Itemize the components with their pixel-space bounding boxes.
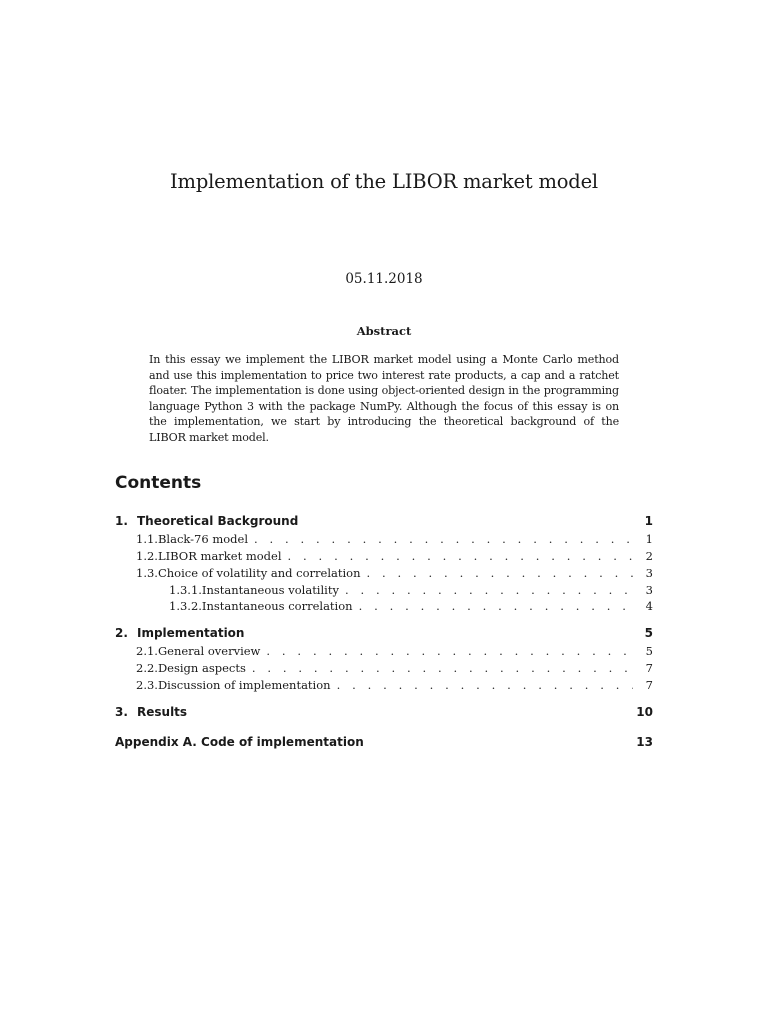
toc-dot-leader — [367, 566, 634, 580]
toc-entry-section-2-2[interactable] — [115, 661, 653, 677]
toc-page-number: 3 — [645, 583, 653, 597]
toc-label: Design aspects — [157, 661, 246, 675]
toc-entry-subsection-1-3-1[interactable] — [115, 583, 653, 599]
toc-label: LIBOR market model — [157, 549, 282, 563]
toc-entry-section-2-1[interactable] — [115, 644, 653, 660]
toc-dot-leader — [252, 661, 633, 675]
toc-entry-subsection-1-3-2[interactable] — [115, 599, 653, 615]
toc-entry-chapter-3[interactable] — [115, 705, 653, 721]
document-date: 05.11.2018 — [345, 271, 423, 287]
toc-page-number: 5 — [644, 626, 653, 640]
toc-entry-section-1-3[interactable] — [115, 566, 653, 582]
toc-label: Implementation — [137, 626, 245, 640]
toc-label: Results — [137, 705, 188, 719]
toc-entry-chapter-2[interactable] — [115, 626, 653, 642]
toc-page-number: 3 — [645, 566, 653, 580]
toc-number: 1.3.1. — [169, 583, 202, 597]
toc-label: Choice of volatility and correlation — [157, 566, 361, 580]
toc-label: Theoretical Background — [137, 514, 299, 528]
contents-heading: Contents — [115, 473, 202, 493]
abstract-heading: Abstract — [356, 324, 412, 338]
toc-page-number: 1 — [644, 514, 653, 528]
toc-dot-leader — [254, 532, 633, 546]
toc-entry-section-2-3[interactable] — [115, 678, 653, 694]
toc-number: 1.2. — [136, 549, 158, 563]
toc-number: 1.1. — [136, 532, 158, 546]
document-title: Implementation of the LIBOR market model — [170, 170, 598, 193]
toc-page-number: 7 — [645, 678, 653, 692]
toc-label: Instantaneous correlation — [201, 599, 353, 613]
toc-label: Appendix A. Code of implementation — [115, 735, 364, 749]
toc-label: General overview — [157, 644, 261, 658]
abstract-text: In this essay we implement the LIBOR market model using a Monte Carlo method and use this implementation to price two interest rate products, a cap and a ratchet floater. The implementation is done using object-oriented design in the programming language Python 3 with the package NumPy. Although the focus of this essay is on the implementation, we start by introducing the theoretical background of the LIBOR market model. — [149, 353, 619, 444]
toc-page-number: 2 — [645, 549, 653, 563]
toc-page-number: 7 — [645, 661, 653, 675]
toc-dot-leader — [266, 644, 633, 658]
toc-dot-leader — [345, 583, 633, 597]
toc-page-number: 1 — [645, 532, 653, 546]
toc-entry-section-1-2[interactable] — [115, 549, 653, 565]
toc-label: Discussion of implementation — [157, 678, 331, 692]
toc-page-number: 13 — [636, 735, 653, 749]
toc-number: 1. — [115, 514, 128, 528]
toc-page-number: 4 — [645, 599, 653, 613]
toc-number: 2. — [115, 626, 128, 640]
toc-number: 2.3. — [136, 678, 158, 692]
toc-page-number: 5 — [645, 644, 653, 658]
toc-number: 3. — [115, 705, 128, 719]
toc-entry-section-1-1[interactable] — [115, 532, 653, 548]
toc-label: Instantaneous volatility — [201, 583, 339, 597]
toc-entry-appendix-a[interactable] — [115, 735, 653, 751]
toc-label: Black-76 model — [157, 532, 248, 546]
toc-dot-leader — [288, 549, 633, 563]
toc-number: 2.2. — [136, 661, 158, 675]
toc-dot-leader — [337, 678, 633, 692]
toc-number: 1.3. — [136, 566, 158, 580]
toc-dot-leader — [359, 599, 633, 613]
toc-number: 2.1. — [136, 644, 158, 658]
toc-page-number: 10 — [636, 705, 653, 719]
toc-number: 1.3.2. — [169, 599, 202, 613]
toc-entry-chapter-1[interactable] — [115, 514, 653, 530]
